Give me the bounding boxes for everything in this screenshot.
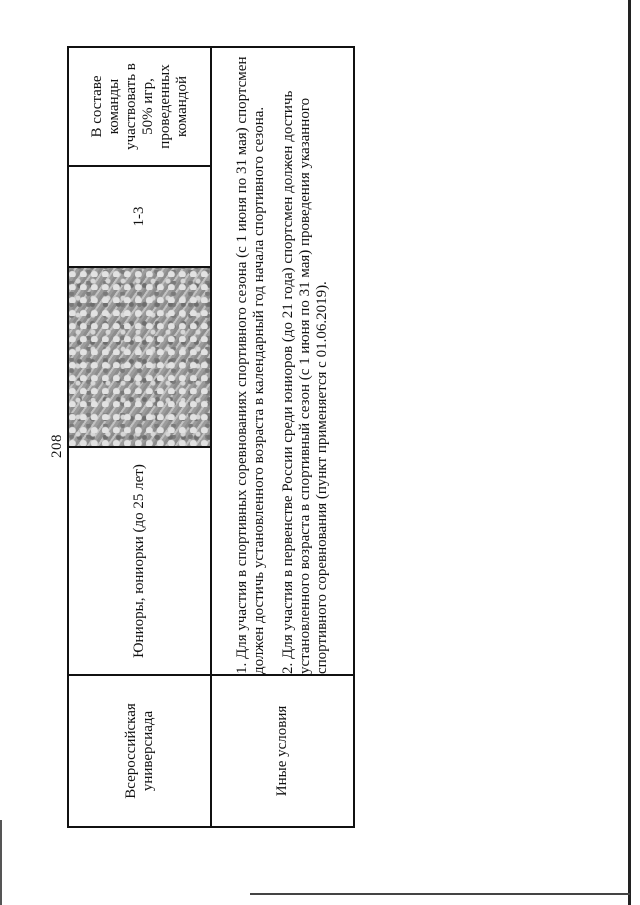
other-conditions-label-cell — [211, 675, 354, 827]
other-conditions-text-cell — [211, 47, 354, 675]
age-group: Юниоры, юниорки (до 25 лет) — [131, 464, 147, 658]
other-conditions-label: Иные условия — [274, 705, 290, 797]
scan-edge — [0, 820, 2, 905]
rotated-page — [49, 48, 353, 828]
condition-1: 1. Для участия в спортивных соревнованиях спортивного сезона (с 1 июня по 31 мая) спортсмен должен достичь установленного возраста в календарный год начала спортивного сезона. — [234, 56, 267, 674]
note: В составе команды участвовать в 50% игр, проведенных командой — [88, 63, 190, 150]
age-group-cell — [68, 447, 211, 675]
page-number: 208 — [49, 434, 65, 458]
shaded-cell — [68, 267, 211, 447]
table-row — [211, 47, 354, 827]
competition-name: Всероссийская универсиада — [122, 703, 156, 799]
qualification-table — [67, 46, 355, 828]
condition-2: 2. Для участия в первенстве России среди юниоров (до 21 года) спортсмен должен достичь установленного возраста в спортивный сезон (с 1 июня по 31 мая) проведения указанного спортивного соревнования (пункт применяется с 01.06.2019). — [280, 90, 330, 674]
places-cell — [68, 166, 211, 267]
table-row — [68, 47, 211, 827]
scan-edge — [250, 893, 630, 895]
scan-edge — [628, 0, 631, 905]
note-cell — [68, 47, 211, 166]
places: 1-3 — [131, 206, 147, 227]
competition-cell — [68, 675, 211, 827]
